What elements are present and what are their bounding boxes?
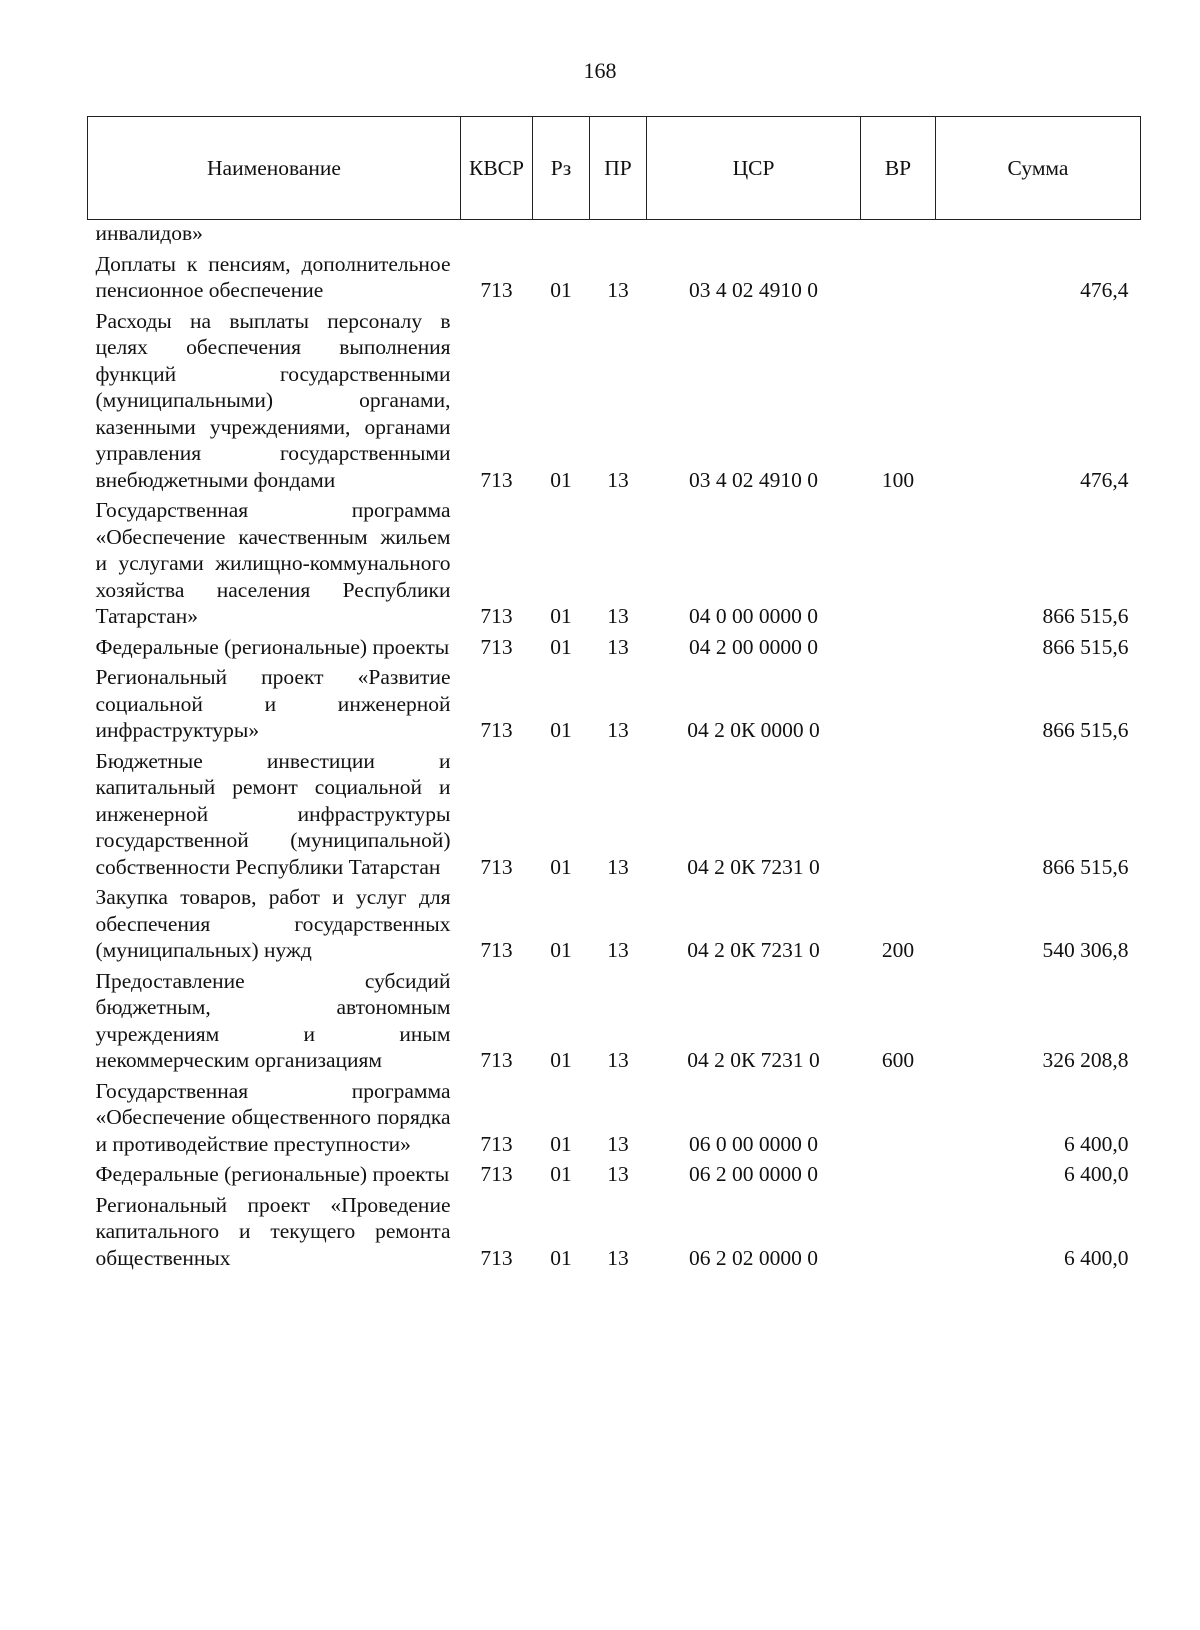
row-vr: 600	[881, 1048, 915, 1072]
table-row	[88, 249, 1141, 306]
header-kvsr: КВСР	[461, 117, 533, 220]
row-kvsr: 713	[480, 854, 513, 879]
row-name: Региональный проект «Развитие социальной и инженерной инфраструктуры»	[95, 665, 451, 742]
row-pr: 13	[607, 938, 629, 962]
row-sum: 866 515,6	[1042, 854, 1129, 879]
row-rz: 01	[550, 854, 572, 879]
row-sum: 540 306,8	[1042, 938, 1129, 962]
row-csr: 06 0 00 0000 0	[689, 1131, 818, 1156]
row-pr: 13	[607, 854, 629, 879]
table-row	[88, 966, 1141, 1076]
row-pr: 13	[607, 1048, 629, 1072]
table-row	[88, 220, 1141, 249]
row-name: Региональный проект «Проведение капитального и текущего ремонта общественных	[95, 1192, 451, 1270]
table-row	[88, 632, 1141, 663]
row-csr: 04 2 0К 7231 0	[687, 854, 820, 879]
row-pr: 13	[607, 634, 629, 659]
row-pr: 13	[607, 278, 629, 302]
row-kvsr: 713	[480, 1048, 513, 1072]
row-csr: 06 2 00 0000 0	[689, 1162, 818, 1186]
row-rz: 01	[550, 1131, 572, 1156]
row-rz: 01	[550, 604, 572, 628]
row-name: Предоставление субсидий бюджетным, автономным учреждениям и иным некоммерческим организациям	[95, 968, 451, 1072]
row-pr: 13	[607, 1131, 629, 1156]
row-csr: 06 2 02 0000 0	[689, 1245, 818, 1270]
row-sum: 6 400,0	[1064, 1162, 1129, 1186]
row-vr	[861, 495, 936, 632]
row-name: инвалидов»	[95, 221, 203, 245]
row-name: Закупка товаров, работ и услуг для обеспечения государственных (муниципальных) нужд	[95, 885, 451, 962]
row-vr	[861, 1159, 936, 1190]
row-rz: 01	[550, 718, 572, 742]
row-rz: 01	[550, 1048, 572, 1072]
table-row	[88, 306, 1141, 496]
row-csr: 04 2 0К 7231 0	[687, 1048, 820, 1072]
row-rz: 01	[550, 467, 572, 492]
row-kvsr: 713	[480, 278, 513, 302]
header-vr: ВР	[861, 117, 936, 220]
row-pr	[590, 220, 647, 249]
header-sum: Сумма	[936, 117, 1141, 220]
row-rz: 01	[550, 1245, 572, 1270]
row-csr: 04 2 0К 0000 0	[687, 718, 820, 742]
row-rz	[533, 220, 590, 249]
row-pr: 13	[607, 718, 629, 742]
row-pr: 13	[607, 1245, 629, 1270]
row-name: Доплаты к пенсиям, дополнительное пенсионное обеспечение	[95, 251, 451, 302]
row-csr: 03 4 02 4910 0	[689, 467, 818, 492]
table-header	[88, 117, 1141, 220]
row-name: Федеральные (региональные) проекты	[95, 1162, 450, 1186]
row-kvsr: 713	[480, 718, 513, 742]
row-vr	[861, 1076, 936, 1160]
row-kvsr: 713	[480, 1245, 513, 1270]
table-row	[88, 495, 1141, 632]
row-csr: 04 0 00 0000 0	[689, 604, 818, 628]
row-vr	[861, 662, 936, 746]
budget-table	[87, 116, 1141, 1273]
header-name: Наименование	[88, 117, 461, 220]
row-rz: 01	[550, 938, 572, 962]
row-vr: 100	[881, 467, 915, 492]
row-rz: 01	[550, 634, 572, 659]
row-kvsr: 713	[480, 1162, 513, 1186]
row-kvsr: 713	[480, 467, 513, 492]
row-csr	[647, 220, 861, 249]
row-csr: 04 2 00 0000 0	[689, 634, 818, 659]
row-rz: 01	[550, 278, 572, 302]
row-sum: 866 515,6	[1042, 634, 1129, 659]
row-sum	[936, 220, 1141, 249]
row-vr	[861, 249, 936, 306]
page-number: 168	[583, 58, 617, 83]
table-row	[88, 1076, 1141, 1160]
header-pr: ПР	[590, 117, 647, 220]
row-pr: 13	[607, 604, 629, 628]
header-csr: ЦСР	[647, 117, 861, 220]
row-name: Государственная программа «Обеспечение качественным жильем и услугами жилищно-коммунального хозяйства населения Республики Татарстан»	[95, 498, 451, 628]
row-csr: 03 4 02 4910 0	[689, 278, 818, 302]
header-rz: Рз	[533, 117, 590, 220]
row-name: Государственная программа «Обеспечение общественного порядка и противодействие преступности»	[95, 1078, 451, 1156]
row-name: Бюджетные инвестиции и капитальный ремонт социальной и инженерной инфраструктуры государственной (муниципальной) собственности Республики Татарстан	[95, 748, 451, 879]
row-pr: 13	[607, 467, 629, 492]
row-csr: 04 2 0К 7231 0	[687, 938, 820, 962]
row-kvsr: 713	[480, 634, 513, 659]
table-row	[88, 1190, 1141, 1274]
row-kvsr	[461, 220, 533, 249]
row-rz: 01	[550, 1162, 572, 1186]
table-row	[88, 662, 1141, 746]
row-vr: 200	[881, 938, 915, 962]
row-sum: 6 400,0	[1064, 1245, 1129, 1270]
row-name: Федеральные (региональные) проекты	[95, 634, 450, 659]
table-body	[88, 220, 1141, 1274]
table-row	[88, 882, 1141, 966]
row-vr	[861, 632, 936, 663]
row-kvsr: 713	[480, 1131, 513, 1156]
row-kvsr: 713	[480, 938, 513, 962]
row-sum: 476,4	[1080, 467, 1129, 492]
row-vr	[861, 1190, 936, 1274]
row-name: Расходы на выплаты персоналу в целях обеспечения выполнения функций государственными (муниципальными) органами, казенными учреждениями, органами управления государственными внебюджетными фондами	[95, 308, 451, 492]
row-sum: 866 515,6	[1042, 718, 1129, 742]
row-vr	[861, 746, 936, 883]
row-sum: 866 515,6	[1042, 604, 1129, 628]
row-sum: 476,4	[1080, 278, 1129, 302]
table-row	[88, 1159, 1141, 1190]
row-sum: 6 400,0	[1064, 1131, 1129, 1156]
row-vr	[861, 220, 936, 249]
row-sum: 326 208,8	[1042, 1048, 1129, 1072]
table-row	[88, 746, 1141, 883]
row-kvsr: 713	[480, 604, 513, 628]
row-pr: 13	[607, 1162, 629, 1186]
